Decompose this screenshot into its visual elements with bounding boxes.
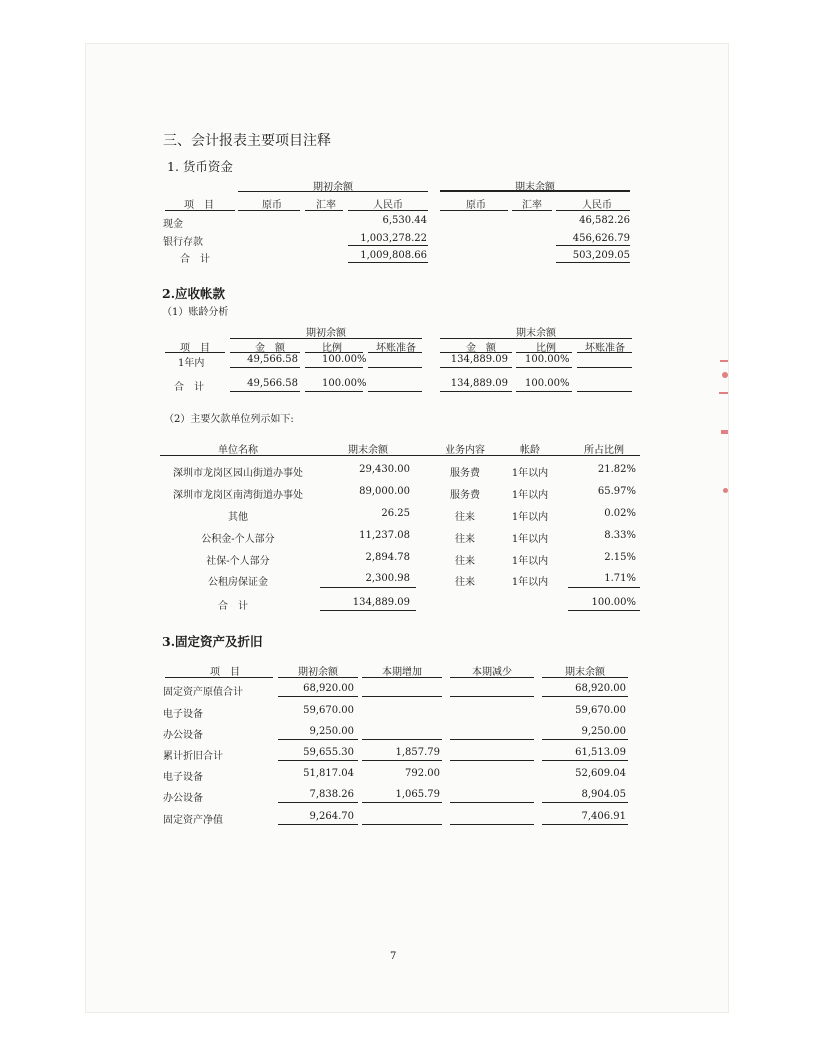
debtor-name: 其他 <box>228 512 248 523</box>
cash-row-begin: 6,530.44 <box>382 215 427 226</box>
recv-col-bad-2: 坏账准备 <box>585 343 625 354</box>
seal-mark <box>720 360 728 362</box>
cash-row-begin: 1,003,278.22 <box>360 233 427 244</box>
cash-row-item: 现金 <box>163 219 183 230</box>
recv-col-item: 项 目 <box>180 343 210 354</box>
debtor-age: 1年以内 <box>511 468 549 479</box>
debtor-amount: 26.25 <box>381 508 410 519</box>
seal-mark <box>719 392 728 394</box>
table-rule <box>278 802 358 803</box>
debtor-header-ratio: 所占比例 <box>584 445 624 456</box>
recv-row-item: 1年内 <box>178 358 205 369</box>
table-rule <box>278 824 358 825</box>
table-rule <box>542 802 628 803</box>
recv-total-end-ratio: 100.00% <box>525 378 570 389</box>
table-rule <box>450 802 534 803</box>
recv-total-begin-amount: 49,566.58 <box>247 378 298 389</box>
debtor-header-content: 业务内容 <box>445 445 485 456</box>
fixed-row-add: 1,857.79 <box>395 747 440 758</box>
fixed-row-item: 办公设备 <box>163 730 203 741</box>
fixed-row-begin: 7,838.26 <box>309 789 354 800</box>
table-rule <box>542 739 628 740</box>
cash-row-item: 银行存款 <box>163 237 203 248</box>
debtor-amount: 11,237.08 <box>359 530 410 541</box>
debtor-content: 服务费 <box>450 468 480 479</box>
cash-row-end: 456,626.79 <box>572 233 630 244</box>
table-rule <box>450 696 534 697</box>
debtor-content: 往来 <box>455 534 475 545</box>
debtor-header-name: 单位名称 <box>218 445 258 456</box>
fixed-header-end: 期末余额 <box>565 667 605 678</box>
fixed-header-reduce: 本期减少 <box>472 667 512 678</box>
fixed-row-item: 固定资产净值 <box>163 815 223 826</box>
table-rule <box>362 824 442 825</box>
recv-col-ratio-2: 比例 <box>536 343 556 354</box>
cash-total-label: 合 计 <box>180 254 210 265</box>
fixed-row-item: 累计折旧合计 <box>163 751 223 762</box>
receivable-sub1: （1）账龄分析 <box>162 307 229 318</box>
fixed-row-begin: 68,920.00 <box>303 683 354 694</box>
table-rule <box>362 802 442 803</box>
cash-title: 1. 货币资金 <box>167 159 233 174</box>
cash-row-end: 46,582.26 <box>579 215 630 226</box>
debtor-ratio: 2.15% <box>604 552 636 563</box>
fixed-row-end: 9,250.00 <box>581 726 626 737</box>
fixed-row-begin: 59,670.00 <box>303 705 354 716</box>
debtor-ratio: 8.33% <box>604 530 636 541</box>
debtor-ratio: 65.97% <box>597 486 636 497</box>
fixed-row-end: 8,904.05 <box>581 789 626 800</box>
fixed-row-item: 办公设备 <box>163 793 203 804</box>
page-number: 7 <box>390 951 397 962</box>
debtor-age: 1年以内 <box>511 490 549 501</box>
cash-group-end: 期末余额 <box>515 182 555 193</box>
debtor-amount: 89,000.00 <box>359 486 410 497</box>
debtor-total-amount: 134,889.09 <box>352 597 410 608</box>
debtor-age: 1年以内 <box>511 534 549 545</box>
fixed-header-add: 本期增加 <box>382 667 422 678</box>
debtor-content: 往来 <box>455 577 475 588</box>
debtor-content: 往来 <box>455 556 475 567</box>
debtor-amount: 29,430.00 <box>359 464 410 475</box>
debtor-total-ratio: 100.00% <box>591 597 636 608</box>
recv-row-end-amount: 134,889.09 <box>450 354 508 365</box>
fixed-row-end: 52,609.04 <box>575 768 626 779</box>
seal-mark <box>721 430 728 434</box>
debtor-age: 1年以内 <box>511 512 549 523</box>
table-rule <box>362 696 442 697</box>
recv-col-ratio: 比例 <box>322 343 342 354</box>
recv-total-begin-ratio: 100.00% <box>322 378 367 389</box>
debtor-header-amount: 期末余额 <box>348 445 388 456</box>
fixed-row-end: 7,406.91 <box>581 811 626 822</box>
recv-col-amount: 金 额 <box>255 343 285 354</box>
cash-group-begin: 期初余额 <box>313 182 353 193</box>
debtor-name: 公积金-个人部分 <box>201 534 275 545</box>
debtor-amount: 2,894.78 <box>365 552 410 563</box>
debtor-ratio: 0.02% <box>604 508 636 519</box>
seal-mark <box>723 488 728 493</box>
debtor-ratio: 1.71% <box>604 573 636 584</box>
recv-row-begin-ratio: 100.00% <box>322 354 367 365</box>
debtor-content: 服务费 <box>450 490 480 501</box>
table-rule <box>278 739 358 740</box>
fixed-row-add: 1,065.79 <box>395 789 440 800</box>
fixed-row-end: 59,670.00 <box>575 705 626 716</box>
debtor-age: 1年以内 <box>511 556 549 567</box>
recv-row-end-ratio: 100.00% <box>525 354 570 365</box>
cash-col-orig: 原币 <box>262 200 282 211</box>
section-title: 三、会计报表主要项目注释 <box>163 133 331 149</box>
seal-mark <box>722 372 728 378</box>
fixed-header-item: 项 目 <box>210 667 240 678</box>
recv-row-begin-amount: 49,566.58 <box>247 354 298 365</box>
fixed-row-begin: 9,250.00 <box>309 726 354 737</box>
fixed-header-begin: 期初余额 <box>298 667 338 678</box>
fixed-row-end: 61,513.09 <box>575 747 626 758</box>
table-rule <box>362 739 442 740</box>
fixed-row-end: 68,920.00 <box>575 683 626 694</box>
debtor-age: 1年以内 <box>511 577 549 588</box>
table-rule <box>450 760 534 761</box>
table-rule <box>450 739 534 740</box>
fixed-row-begin: 51,817.04 <box>303 768 354 779</box>
recv-total-label: 合 计 <box>174 382 204 393</box>
cash-total-begin: 1,009,808.66 <box>360 250 427 261</box>
debtor-name: 社保-个人部分 <box>206 556 270 567</box>
table-rule <box>542 760 628 761</box>
cash-col-rate: 汇率 <box>316 200 336 211</box>
fixed-row-begin: 59,655.30 <box>303 747 354 758</box>
debtor-amount: 2,300.98 <box>365 573 410 584</box>
debtor-header-age: 帐龄 <box>520 445 540 456</box>
debtor-name: 公租房保证金 <box>208 577 268 588</box>
table-rule <box>278 696 358 697</box>
recv-total-end-amount: 134,889.09 <box>450 378 508 389</box>
recv-col-bad: 坏账准备 <box>376 343 416 354</box>
cash-col-orig-2: 原币 <box>466 200 486 211</box>
recv-group-begin: 期初余额 <box>306 328 346 339</box>
debtor-total-label: 合 计 <box>218 601 248 612</box>
debtor-name: 深圳市龙岗区南湾街道办事处 <box>173 490 303 501</box>
fixed-title: 3.固定资产及折旧 <box>162 634 263 649</box>
table-rule <box>542 824 628 825</box>
fixed-row-begin: 9,264.70 <box>309 811 354 822</box>
cash-col-rate-2: 汇率 <box>522 200 542 211</box>
recv-col-amount-2: 金 额 <box>466 343 496 354</box>
table-rule <box>362 760 442 761</box>
cash-col-rmb: 人民币 <box>373 200 403 211</box>
debtor-content: 往来 <box>455 512 475 523</box>
fixed-row-item: 电子设备 <box>163 709 203 720</box>
table-rule <box>450 824 534 825</box>
receivable-title: 2.应收帐款 <box>162 286 226 301</box>
debtor-ratio: 21.82% <box>597 464 636 475</box>
table-rule <box>542 696 628 697</box>
cash-col-item: 项 目 <box>184 200 214 211</box>
receivable-sub2: （2）主要欠款单位列示如下: <box>164 414 294 425</box>
debtor-name: 深圳市龙岗区园山街道办事处 <box>173 468 303 479</box>
fixed-row-item: 电子设备 <box>163 772 203 783</box>
fixed-row-item: 固定资产原值合计 <box>163 687 243 698</box>
fixed-row-add: 792.00 <box>405 768 440 779</box>
cash-col-rmb-2: 人民币 <box>582 200 612 211</box>
recv-group-end: 期末余额 <box>516 328 556 339</box>
cash-total-end: 503,209.05 <box>572 250 630 261</box>
table-rule <box>278 760 358 761</box>
